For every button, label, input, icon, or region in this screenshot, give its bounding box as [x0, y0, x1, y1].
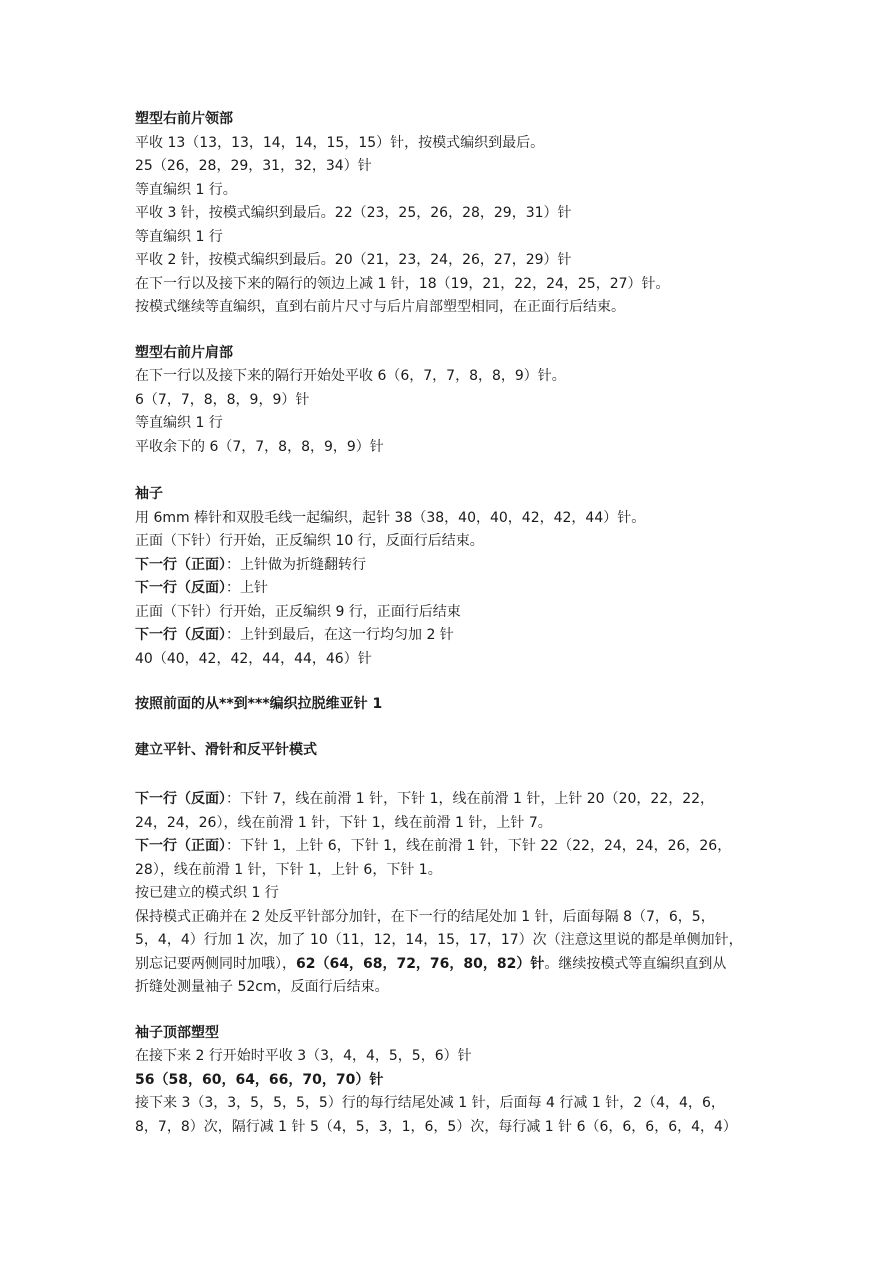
- text-line: [135, 859, 765, 883]
- line-text: 按已建立的模式织 1 行: [135, 885, 279, 901]
- text-line: 平收余下的 6（7，7，8，8，9，9）针: [135, 438, 384, 455]
- text-line: [135, 1069, 765, 1093]
- text-line: [135, 953, 765, 977]
- spacer: [135, 717, 765, 739]
- section-title-shoulder: 塑型右前片肩部: [135, 344, 233, 361]
- bold-lead: 下一行（正面）: [135, 838, 226, 854]
- bold-lead: 下一行（正面）: [135, 556, 226, 573]
- line-text: 折缝处测量袖子 52cm，反面行后结束。: [135, 979, 389, 995]
- section-title-neck: 塑型右前片领部: [135, 111, 233, 127]
- line-text: 正面（下针）行开始，正反编织 10 行，反面行后结束。: [135, 533, 484, 549]
- text-line: 平收 2 针，按模式编织到最后。20（21，23，24，26，27，29）针: [135, 252, 572, 268]
- spacer: [135, 1000, 765, 1022]
- line-text: 保持模式正确并在 2 处反平针部分加针，在下一行的结尾处加 1 针，后面每隔 8（7，6，5，: [135, 908, 715, 925]
- line-text: 24，24，26），线在前滑 1 针，下针 1，线在前滑 1 针，上针 7。: [135, 814, 552, 831]
- text-line: [135, 906, 765, 930]
- text-line: [135, 624, 765, 648]
- bold-lead: 下一行（反面）: [135, 791, 226, 807]
- line-text: 。继续按模式等直编织直到从: [544, 955, 727, 972]
- bold-count: 62（64，68，72，76，80，82）针: [296, 955, 545, 972]
- line-text: ：下针 1，上针 6，下针 1，线在前滑 1 针，下针 22（22，24，24，26，26，: [226, 838, 732, 854]
- section-title-sleeve-top: 袖子顶部塑型: [135, 1024, 219, 1041]
- text-line: [135, 601, 765, 625]
- text-line: [135, 577, 765, 601]
- text-line: 按模式继续等直编织，直到右前片尺寸与后片肩部塑型相同，在正面行后结束。: [135, 299, 625, 315]
- spacer: [135, 320, 765, 342]
- line-text: 40（40，42，42，44，44，46）针: [135, 650, 372, 667]
- section-title-sleeve: 袖子: [135, 486, 163, 502]
- text-line: 等直编织 1 行: [135, 415, 223, 431]
- text-line: [135, 507, 765, 531]
- spacer: [135, 762, 765, 788]
- line-text: 5，4，4）行加 1 次，加了 10（11，12，14，15，17，17）次（注意这里说的都是单侧加针，: [135, 932, 743, 948]
- bold-lead: 下一行（反面）: [135, 627, 226, 643]
- bold-lead: 56（58，60，64，66，70，70）针: [135, 1071, 384, 1088]
- line-text: 在接下来 2 行开始时平收 3（3，4，4，5，5，6）针: [135, 1048, 472, 1064]
- spacer: [135, 671, 765, 693]
- line-text: 用 6mm 棒针和双股毛线一起编织，起针 38（38，40，40，42，42，44）针。: [135, 509, 646, 526]
- text-line: [135, 554, 765, 578]
- text-line: [135, 648, 765, 672]
- text-line: 在下一行以及接下来的隔行开始处平收 6（6，7，7，8，8，9）针。: [135, 368, 566, 384]
- text-line: 平收 3 针，按模式编织到最后。22（23，25，26，28，29，31）针: [135, 205, 572, 221]
- text-line: 25（26，28，29，31，32，34）针: [135, 158, 372, 174]
- line-text: ：上针到最后，在这一行均匀加 2 针: [226, 627, 454, 643]
- text-line: [135, 882, 765, 906]
- text-line: [135, 530, 765, 554]
- text-line: 在下一行以及接下来的隔行的领边上减 1 针，18（19，21，22，24，25，27）针。: [135, 275, 670, 292]
- text-line: 平收 13（13，13，14，14，15，15）针，按模式编织到最后。: [135, 134, 545, 151]
- line-text: 28），线在前滑 1 针，下针 1，上针 6，下针 1。: [135, 861, 442, 878]
- section-title-follow: 按照前面的从**到***编织拉脱维亚针 1: [135, 696, 383, 712]
- line-text: ：下针 7，线在前滑 1 针，下针 1，线在前滑 1 针，上针 20（20，22，22，: [226, 791, 715, 807]
- bold-lead: 下一行（反面）: [135, 580, 226, 596]
- line-text: 正面（下针）行开始，正反编织 9 行，正面行后结束: [135, 603, 461, 620]
- text-line: [135, 1045, 765, 1069]
- text-line: [135, 788, 765, 812]
- line-text: ：上针: [226, 580, 268, 596]
- text-line: [135, 929, 765, 953]
- text-line: [135, 835, 765, 859]
- spacer: [135, 459, 765, 483]
- section-title-pattern: 建立平针、滑针和反平针模式: [135, 741, 317, 758]
- document-page: [135, 108, 765, 1139]
- line-text: 接下来 3（3，3，5，5，5，5）行的每行结尾处减 1 针，后面每 4 行减 1 针，2（4，4，6，: [135, 1095, 725, 1111]
- text-line: 6（7，7，8，8，9，9）针: [135, 391, 310, 408]
- text-line: [135, 976, 765, 1000]
- text-line: [135, 1092, 765, 1116]
- text-line: [135, 812, 765, 836]
- text-line: [135, 1116, 765, 1140]
- text-line: 等直编织 1 行。: [135, 181, 237, 198]
- line-text: 8，7，8）次，隔行减 1 针 5（4，5，3，1，6，5）次，每行减 1 针 6（6，6，6，6，4，4）: [135, 1118, 737, 1135]
- line-prefix: 别忘记要两侧同时加哦），: [135, 955, 296, 972]
- text-line: 等直编织 1 行: [135, 228, 223, 245]
- line-text: ：上针做为折缝翻转行: [226, 556, 366, 573]
